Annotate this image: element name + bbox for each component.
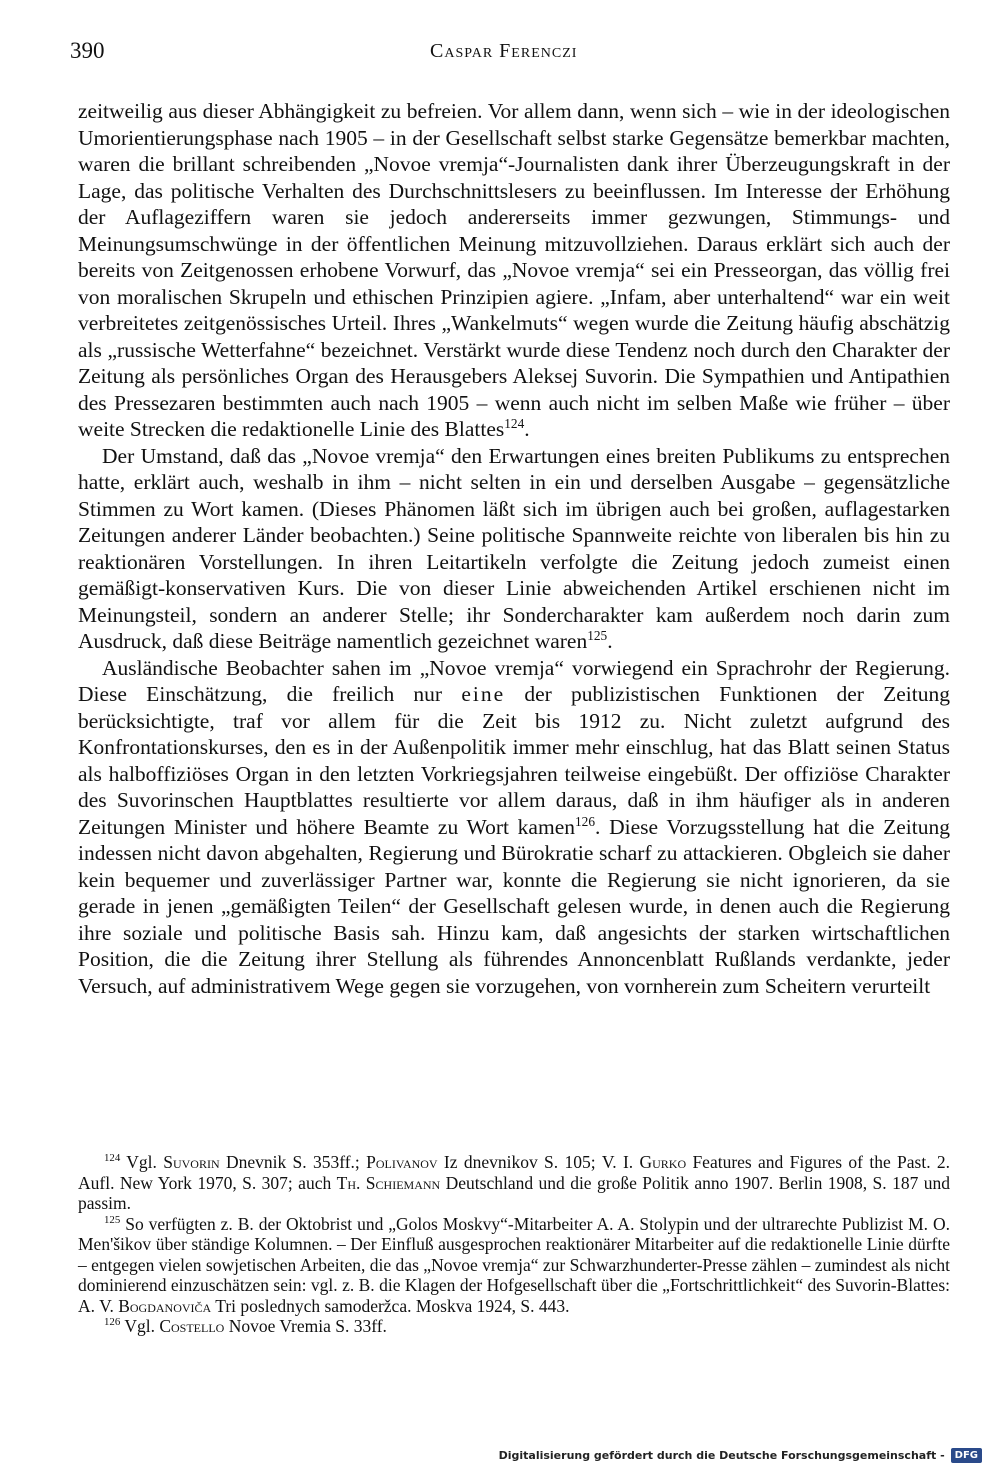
- footnote-text: Vgl.: [120, 1316, 160, 1336]
- footnote-text: Tri poslednych samoderžca. Moskva 1924, S. 443.: [211, 1295, 570, 1316]
- paragraph-text: der publizistischen Funktionen der Zeitung berücksichtigte, traf vor allem für die Zeit bis 1912 zu. Nicht zuletzt aufgrund des Konfrontationskurses, den es in der Außenpolitik immer mehr einschlug, hat das Blatt seinen Status als halboffiziöses Organ in den letzten Vorkriegsjahren teilweise eingebüßt. Der offiziöse Charakter des Suvorinschen Hauptblattes resultierte vor allem daraus, daß in ihm häufiger als in anderen Zeitungen Minister und höhere Beamte zu Wort kamen: [78, 682, 951, 839]
- paragraph-3: [78, 655, 950, 1000]
- dfg-logo-icon: DFG: [951, 1448, 982, 1463]
- paragraph-end: .: [524, 417, 530, 441]
- paragraph-text: Ausländische Beobachter sahen im „Novoe vremja“ vorwiegend ein Sprachrohr der Regierung. Diese Einschätzung, die freilich nur: [78, 655, 950, 706]
- footnote-text: Features and Figures of the Past. 2. Aufl. New York 1970, S. 307; auch: [78, 1152, 951, 1193]
- footnote-text: Novoe Vremia S. 33ff.: [224, 1316, 387, 1336]
- paragraph-end: .: [607, 629, 613, 653]
- footnote-text: Deutschland und die große Politik anno 1907. Berlin 1908, S. 187 und passim.: [78, 1172, 950, 1213]
- paragraph-text: Der Umstand, daß das „Novoe vremja“ den Erwartungen eines breiten Publikums zu entsprechen hatte, erklärt auch, weshalb in ihm – nicht selten in ein und derselben Ausgabe – gegensätzliche Stimmen zu Wort kamen. (Dieses Phänomen läßt sich im übrigen auch bei großen, auflagestarken Zeitungen anderer Länder beobachten.) Seine politische Spannweite reichte von liberalen bis hin zu reaktionären Vorstellungen. In ihren Leitartikeln verfolgte die Zeitung jedoch zumeist einen gemäßigt-konservativen Kurs. Die von dieser Linie abweichenden Artikel erschienen nicht im Meinungsteil, sondern an anderer Stelle; ihr Sondercharakter kam außerdem noch darin zum Ausdruck, daß diese Beiträge namentlich gezeichnet waren: [78, 443, 950, 653]
- paragraph-2: [78, 443, 950, 655]
- footnote-text: Dnevnik S. 353ff.;: [219, 1152, 367, 1172]
- author-name: Suvorin: [163, 1152, 220, 1172]
- footnote-number: 126: [104, 1316, 121, 1329]
- footnote-number: 124: [104, 1152, 121, 1165]
- footnotes: [78, 1152, 950, 1337]
- footnote-text: Iz dnevnikov S. 105;: [437, 1152, 602, 1172]
- author-name: Th. Schiemann: [336, 1172, 441, 1193]
- footnote-text: So verfügten z. B. der Oktobrist und „Golos Moskvy“-Mitarbeiter A. A. Stolypin und der ultrarechte Publizist M. O. Men'šikov über ständige Kolumnen. – Der Einfluß ausgesprochen reaktionärer Mitarbeiter auf die redaktionelle Linie dürfte – entgegen vielen sowjetischen Arbeiten, die das „Novoe vremja“ zur Schwarzhunderter-Presse zählen – zumindest als nicht dominierend einzuschätzen sein: vgl. z. B. die Klagen der Hofgesellschaft über die „Fortschrittlichkeit“ des Suvorin-Blattes:: [78, 1213, 950, 1295]
- digitization-footer: [499, 1444, 982, 1466]
- author-name: Polivanov: [366, 1152, 438, 1172]
- paragraph-text: . Diese Vorzugsstellung hat die Zeitung indessen nicht davon abgehalten, Regierung und Bürokratie scharf zu attackieren. Obgleich sie daher kein bequemer und zuverlässiger Partner war, konnte die Regierung sie nicht ignorieren, da sie gerade in jenen „gemäßigten Teilen“ der Gesellschaft gelesen wurde, in denen auch die Regierung ihre soziale und politische Basis sah. Hinzu kam, daß angesichts der starken wirtschaftlichen Position, die die Zeitung ihrer Stellung als führendes Annoncenblatt Rußlands verdankte, jeder Versuch, auf administrativem Wege gegen sie vorzugehen, von vornherein zum Scheitern verurteilt: [78, 814, 950, 998]
- footnote-text: Vgl.: [120, 1152, 164, 1172]
- footnote-number: 125: [104, 1213, 121, 1226]
- author-name: V. I. Gurko: [601, 1152, 687, 1172]
- footnote-ref-125: 125: [587, 627, 608, 643]
- page-header: [70, 38, 950, 68]
- footnote-ref-126: 126: [575, 813, 595, 829]
- author-name: Costello: [159, 1316, 225, 1336]
- running-head: Caspar Ferenczi: [430, 40, 578, 62]
- paragraph-1: [78, 98, 950, 443]
- paragraph-text: zeitweilig aus dieser Abhängigkeit zu befreien. Vor allem dann, wenn sich – wie in der ideologischen Umorientierungsphase nach 1905 – in der Gesellschaft selbst starke Gegensätze bemerkbar machten, waren die brillant schreibenden „Novoe vremja“-Journalisten dank ihrer Überzeugungskraft in der Lage, das politische Verhalten des Durchschnittslesers zu beeinflussen. Im Interesse der Erhöhung der Auflageziffern waren sie jedoch andererseits immer gezwungen, Stimmungs- und Meinungsumschwünge in der öffentlichen Meinung mitzuvollziehen. Daraus erklärt sich auch der bereits von Zeitgenossen erhobene Vorwurf, das „Novoe vremja“ sei ein Presseorgan, das völlig frei von moralischen Skrupeln und ethischen Prinzipien agiere. „Infam, aber unterhaltend“ war ein weit verbreitetes zeitgenössisches Urteil. Ihres „Wankelmuts“ wegen wurde die Zeitung häufig abschätzig als „russische Wetterfahne“ bezeichnet. Verstärkt wurde diese Tendenz noch durch den Charakter der Zeitung als persönliches Organ des Herausgebers Aleksej Suvorin. Die Sympathien und Antipathien des Pressezaren bestimmten auch nach 1905 – wenn auch nicht im selben Maße wie früher – über weite Strecken die redaktionelle Linie des Blattes: [78, 99, 950, 441]
- footnote-126: [78, 1316, 950, 1337]
- page-number: 390: [70, 38, 105, 63]
- author-name: A. V. Bogdanoviča: [78, 1295, 212, 1316]
- funding-note: Digitalisierung gefördert durch die Deutsche Forschungsgemeinschaft -: [498, 1448, 945, 1462]
- main-text: [78, 98, 950, 999]
- spaced-emphasis: eine: [461, 682, 506, 706]
- footnote-124: [78, 1152, 950, 1214]
- footnote-125: [78, 1214, 950, 1317]
- footnote-ref-124: 124: [504, 415, 525, 431]
